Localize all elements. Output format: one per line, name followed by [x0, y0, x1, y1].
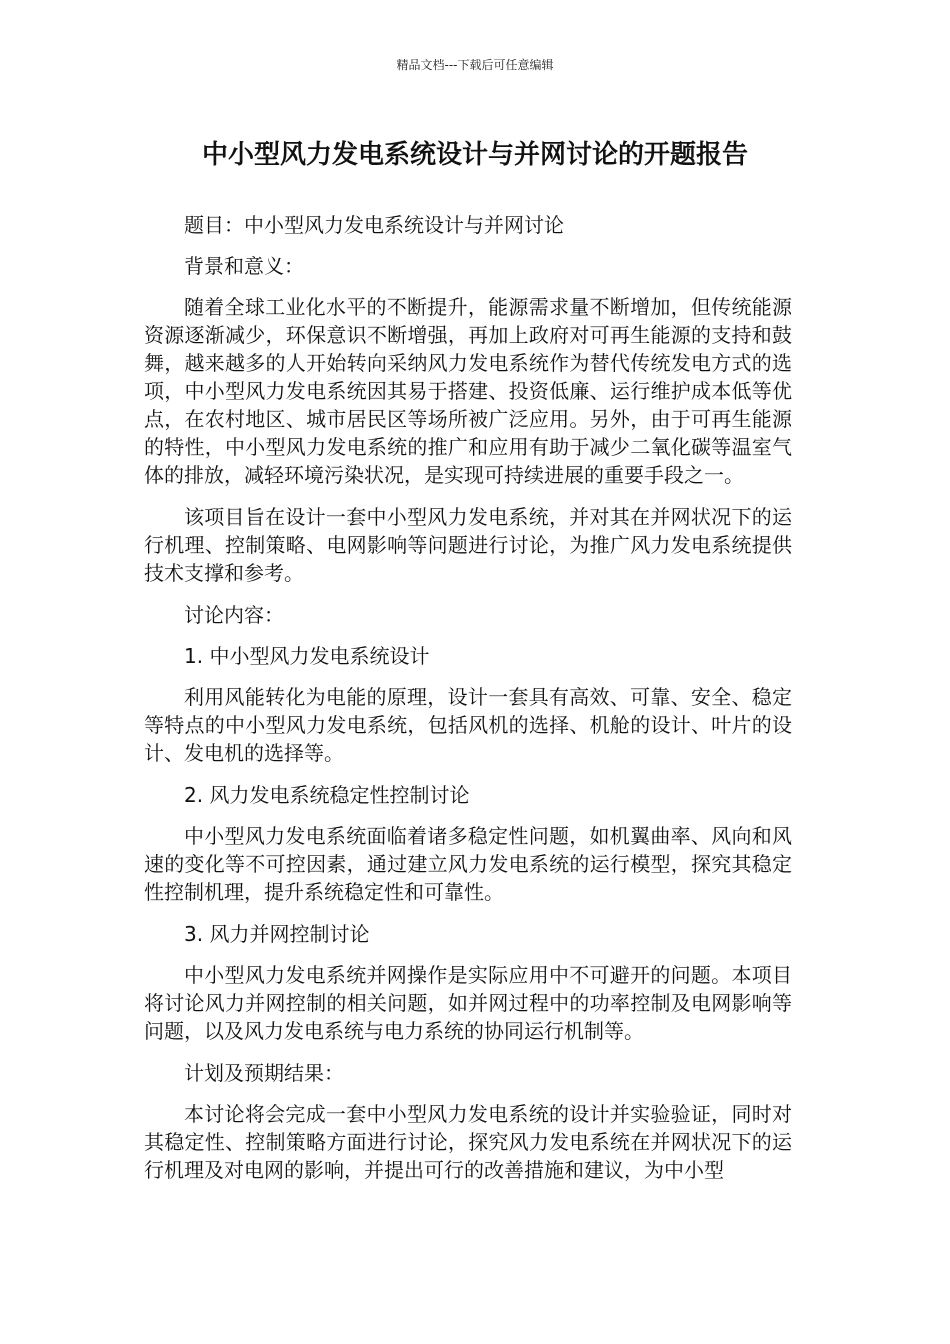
document-body [144, 211, 792, 1198]
project-aim-paragraph: 该项目旨在设计一套中小型风力发电系统，并对其在并网状况下的运行机理、控制策略、电网影响等问题进行讨论，为推广风力发电系统提供技术支撑和参考。 [144, 505, 792, 585]
subheading-stability-control: 2. 风力发电系统稳定性控制讨论 [184, 783, 470, 807]
document-title: 中小型风力发电系统设计与并网讨论的开题报告 [201, 140, 748, 170]
subheading-system-design: 1. 中小型风力发电系统设计 [184, 644, 430, 668]
subheading-grid-control: 3. 风力并网控制讨论 [184, 922, 370, 946]
topic-line: 题目：中小型风力发电系统设计与并网讨论 [184, 213, 564, 237]
plan-paragraph: 本讨论将会完成一套中小型风力发电系统的设计并实验验证，同时对其稳定性、控制策略方面进行讨论，探究风力发电系统在并网状况下的运行机理及对电网的影响，并提出可行的改善措施和建议，为中小型 [144, 1102, 792, 1182]
section-heading-background: 背景和意义： [184, 254, 304, 278]
background-paragraph: 随着全球工业化水平的不断提升，能源需求量不断增加，但传统能源资源逐渐减少，环保意识不断增强，再加上政府对可再生能源的支持和鼓舞，越来越多的人开始转向采纳风力发电系统作为替代传统发电方式的选项，中小型风力发电系统因其易于搭建、投资低廉、运行维护成本低等优点，在农村地区、城市居民区等场所被广泛应用。另外，由于可再生能源的特性，中小型风力发电系统的推广和应用有助于减少二氧化碳等温室气体的排放，减轻环境污染状况，是实现可持续进展的重要手段之一。 [144, 295, 792, 487]
grid-control-paragraph: 中小型风力发电系统并网操作是实际应用中不可避开的问题。本项目将讨论风力并网控制的相关问题，如并网过程中的功率控制及电网影响等问题，以及风力发电系统与电力系统的协同运行机制等。 [144, 963, 792, 1043]
section-heading-content: 讨论内容： [184, 603, 284, 627]
stability-control-paragraph: 中小型风力发电系统面临着诸多稳定性问题，如机翼曲率、风向和风速的变化等不可控因素，通过建立风力发电系统的运行模型，探究其稳定性控制机理，提升系统稳定性和可靠性。 [144, 824, 792, 904]
section-heading-plan: 计划及预期结果： [184, 1061, 344, 1085]
system-design-paragraph: 利用风能转化为电能的原理，设计一套具有高效、可靠、安全、稳定等特点的中小型风力发电系统，包括风机的选择、机舱的设计、叶片的设计、发电机的选择等。 [144, 685, 792, 765]
page-header: 精品文档---下载后可任意编辑 [396, 58, 554, 72]
